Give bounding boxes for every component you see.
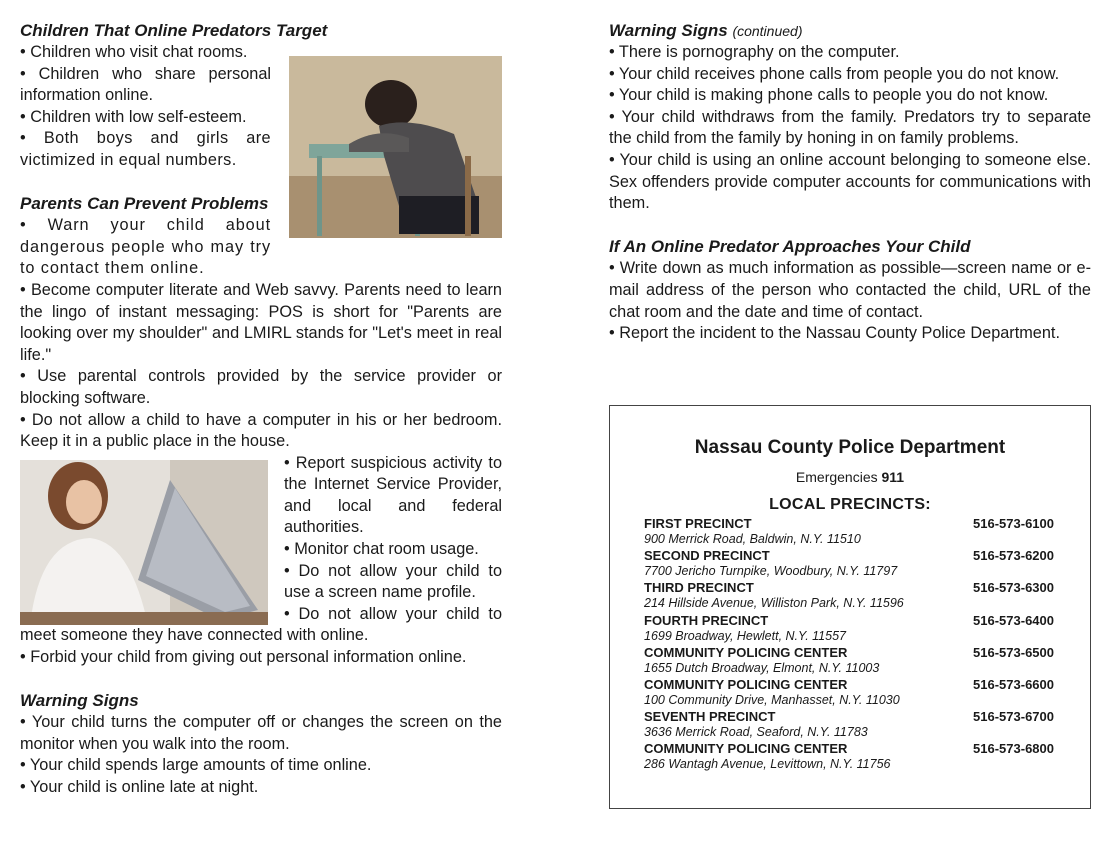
precinct-address: 3636 Merrick Road, Seaford, N.Y. 11783	[644, 725, 868, 740]
precinct-list	[644, 516, 1054, 774]
precinct-name: COMMUNITY POLICING CENTER	[644, 741, 848, 757]
heading-parents-prevent: Parents Can Prevent Problems	[20, 194, 269, 214]
warning-cont-item-1: • There is pornography on the computer.	[609, 43, 900, 61]
precinct-phone: 516-573-6400	[973, 612, 1054, 628]
precinct-name: THIRD PRECINCT	[644, 580, 754, 596]
prevent-item-2: • Become computer literate and Web savvy. Parents need to learn the lingo of instant messaging: POS is short for "Parents are looking over my shoulder" and LMIRL stands for "Let's meet in real life."	[20, 280, 502, 364]
warning-cont-item-2: • Your child receives phone calls from people you do not know.	[609, 64, 1060, 83]
target-item-3: • Children with low self-esteem.	[20, 107, 247, 126]
heading-children-targeted: Children That Online Predators Target	[20, 21, 328, 40]
emergencies-number: 911	[881, 469, 905, 485]
police-department-title: Nassau County Police Department	[694, 437, 1006, 458]
target-item-2: • Children who share personal information online.	[20, 64, 271, 105]
warning-item-2: • Your child spends large amounts of time online.	[20, 756, 372, 775]
prevent-item-9: • Forbid your child from giving out personal information online.	[20, 648, 467, 667]
emergencies-line	[610, 469, 1090, 485]
precinct-name: FIRST PRECINCT	[644, 516, 752, 531]
left-column	[20, 20, 502, 799]
continued-label: (continued)	[732, 23, 803, 39]
heading-warning-signs: Warning Signs	[20, 691, 139, 711]
precinct-address: 7700 Jericho Turnpike, Woodbury, N.Y. 11797	[644, 564, 898, 579]
precinct-name: SEVENTH PRECINCT	[644, 709, 776, 725]
heading-warning-signs-continued	[609, 20, 1091, 42]
local-precincts-heading: LOCAL PRECINCTS:	[769, 496, 931, 513]
precinct-phone: 516-573-6600	[973, 676, 1054, 692]
precinct-phone: 516-573-6100	[973, 516, 1054, 531]
warning-item-3: • Your child is online late at night.	[20, 778, 259, 796]
precinct-address: 900 Merrick Road, Baldwin, N.Y. 11510	[644, 532, 861, 546]
precinct-name: COMMUNITY POLICING CENTER	[644, 644, 848, 660]
precinct-row	[644, 580, 1054, 612]
precinct-row	[644, 613, 1054, 645]
prevent-item-4: • Do not allow a child to have a computer in his or her bedroom. Keep it in a public place in the house.	[20, 410, 502, 451]
precinct-phone: 516-573-6800	[973, 741, 1054, 757]
target-item-4: • Both boys and girls are victimized in equal numbers.	[20, 129, 271, 169]
precinct-address: 1699 Broadway, Hewlett, N.Y. 11557	[644, 628, 846, 643]
approach-item-1: • Write down as much information as possible—screen name or e-mail address of the person who contacted the child, URL of the chat room and the date and time of contact.	[609, 259, 1091, 321]
precinct-name: FOURTH PRECINCT	[644, 612, 769, 628]
precinct-address: 286 Wantagh Avenue, Levittown, N.Y. 11756	[644, 757, 891, 772]
precinct-row	[644, 516, 1054, 548]
right-column	[609, 20, 1091, 345]
police-contact-box	[609, 405, 1091, 809]
precinct-address: 214 Hillside Avenue, Williston Park, N.Y. 11596	[644, 596, 904, 611]
prevent-item-6: • Monitor chat room usage.	[284, 540, 479, 559]
prevent-item-7: • Do not allow your child to use a screen name profile.	[284, 561, 502, 602]
precinct-name: COMMUNITY POLICING CENTER	[644, 676, 848, 692]
emergencies-label: Emergencies	[795, 469, 878, 485]
prevent-item-3: • Use parental controls provided by the service provider or blocking software.	[20, 367, 502, 407]
precinct-row	[644, 645, 1054, 677]
precinct-row	[644, 741, 1054, 773]
approach-item-2: • Report the incident to the Nassau County Police Department.	[609, 324, 1060, 343]
precinct-address: 1655 Dutch Broadway, Elmont, N.Y. 11003	[644, 660, 880, 675]
prevent-item-8: • Do not allow your child to meet someone they have connected with online.	[20, 604, 502, 645]
warning-cont-item-5: • Your child is using an online account belonging to someone else. Sex offenders provide computer accounts for communications with them.	[609, 150, 1091, 213]
precinct-phone: 516-573-6200	[973, 548, 1054, 564]
target-item-1: • Children who visit chat rooms.	[20, 43, 248, 61]
photo-woman-at-laptop	[20, 460, 268, 625]
photo-girl-at-desk	[289, 56, 502, 238]
heading-if-predator-approaches: If An Online Predator Approaches Your Child	[609, 237, 971, 257]
precinct-row	[644, 709, 1054, 741]
prevent-item-1: • Warn your child about dangerous people who may try to contact them online.	[20, 216, 271, 278]
warning-continued-title: Warning Signs	[609, 21, 728, 40]
warning-cont-item-3: • Your child is making phone calls to people you do not know.	[609, 86, 1049, 105]
precinct-phone: 516-573-6300	[973, 580, 1054, 596]
precinct-phone: 516-573-6700	[973, 709, 1054, 725]
prevent-item-5: • Report suspicious activity to the Internet Service Provider, and local and federal authorities.	[284, 453, 502, 537]
warning-cont-item-4: • Your child withdraws from the family. Predators try to separate the child from the family by honing in on family problems.	[609, 107, 1091, 148]
precinct-name: SECOND PRECINCT	[644, 548, 770, 564]
precinct-row	[644, 677, 1054, 709]
precinct-address: 100 Community Drive, Manhasset, N.Y. 11030	[644, 692, 900, 707]
precinct-phone: 516-573-6500	[973, 644, 1054, 660]
precinct-row	[644, 548, 1054, 580]
warning-item-1: • Your child turns the computer off or changes the screen on the monitor when you walk into the room.	[20, 713, 502, 753]
